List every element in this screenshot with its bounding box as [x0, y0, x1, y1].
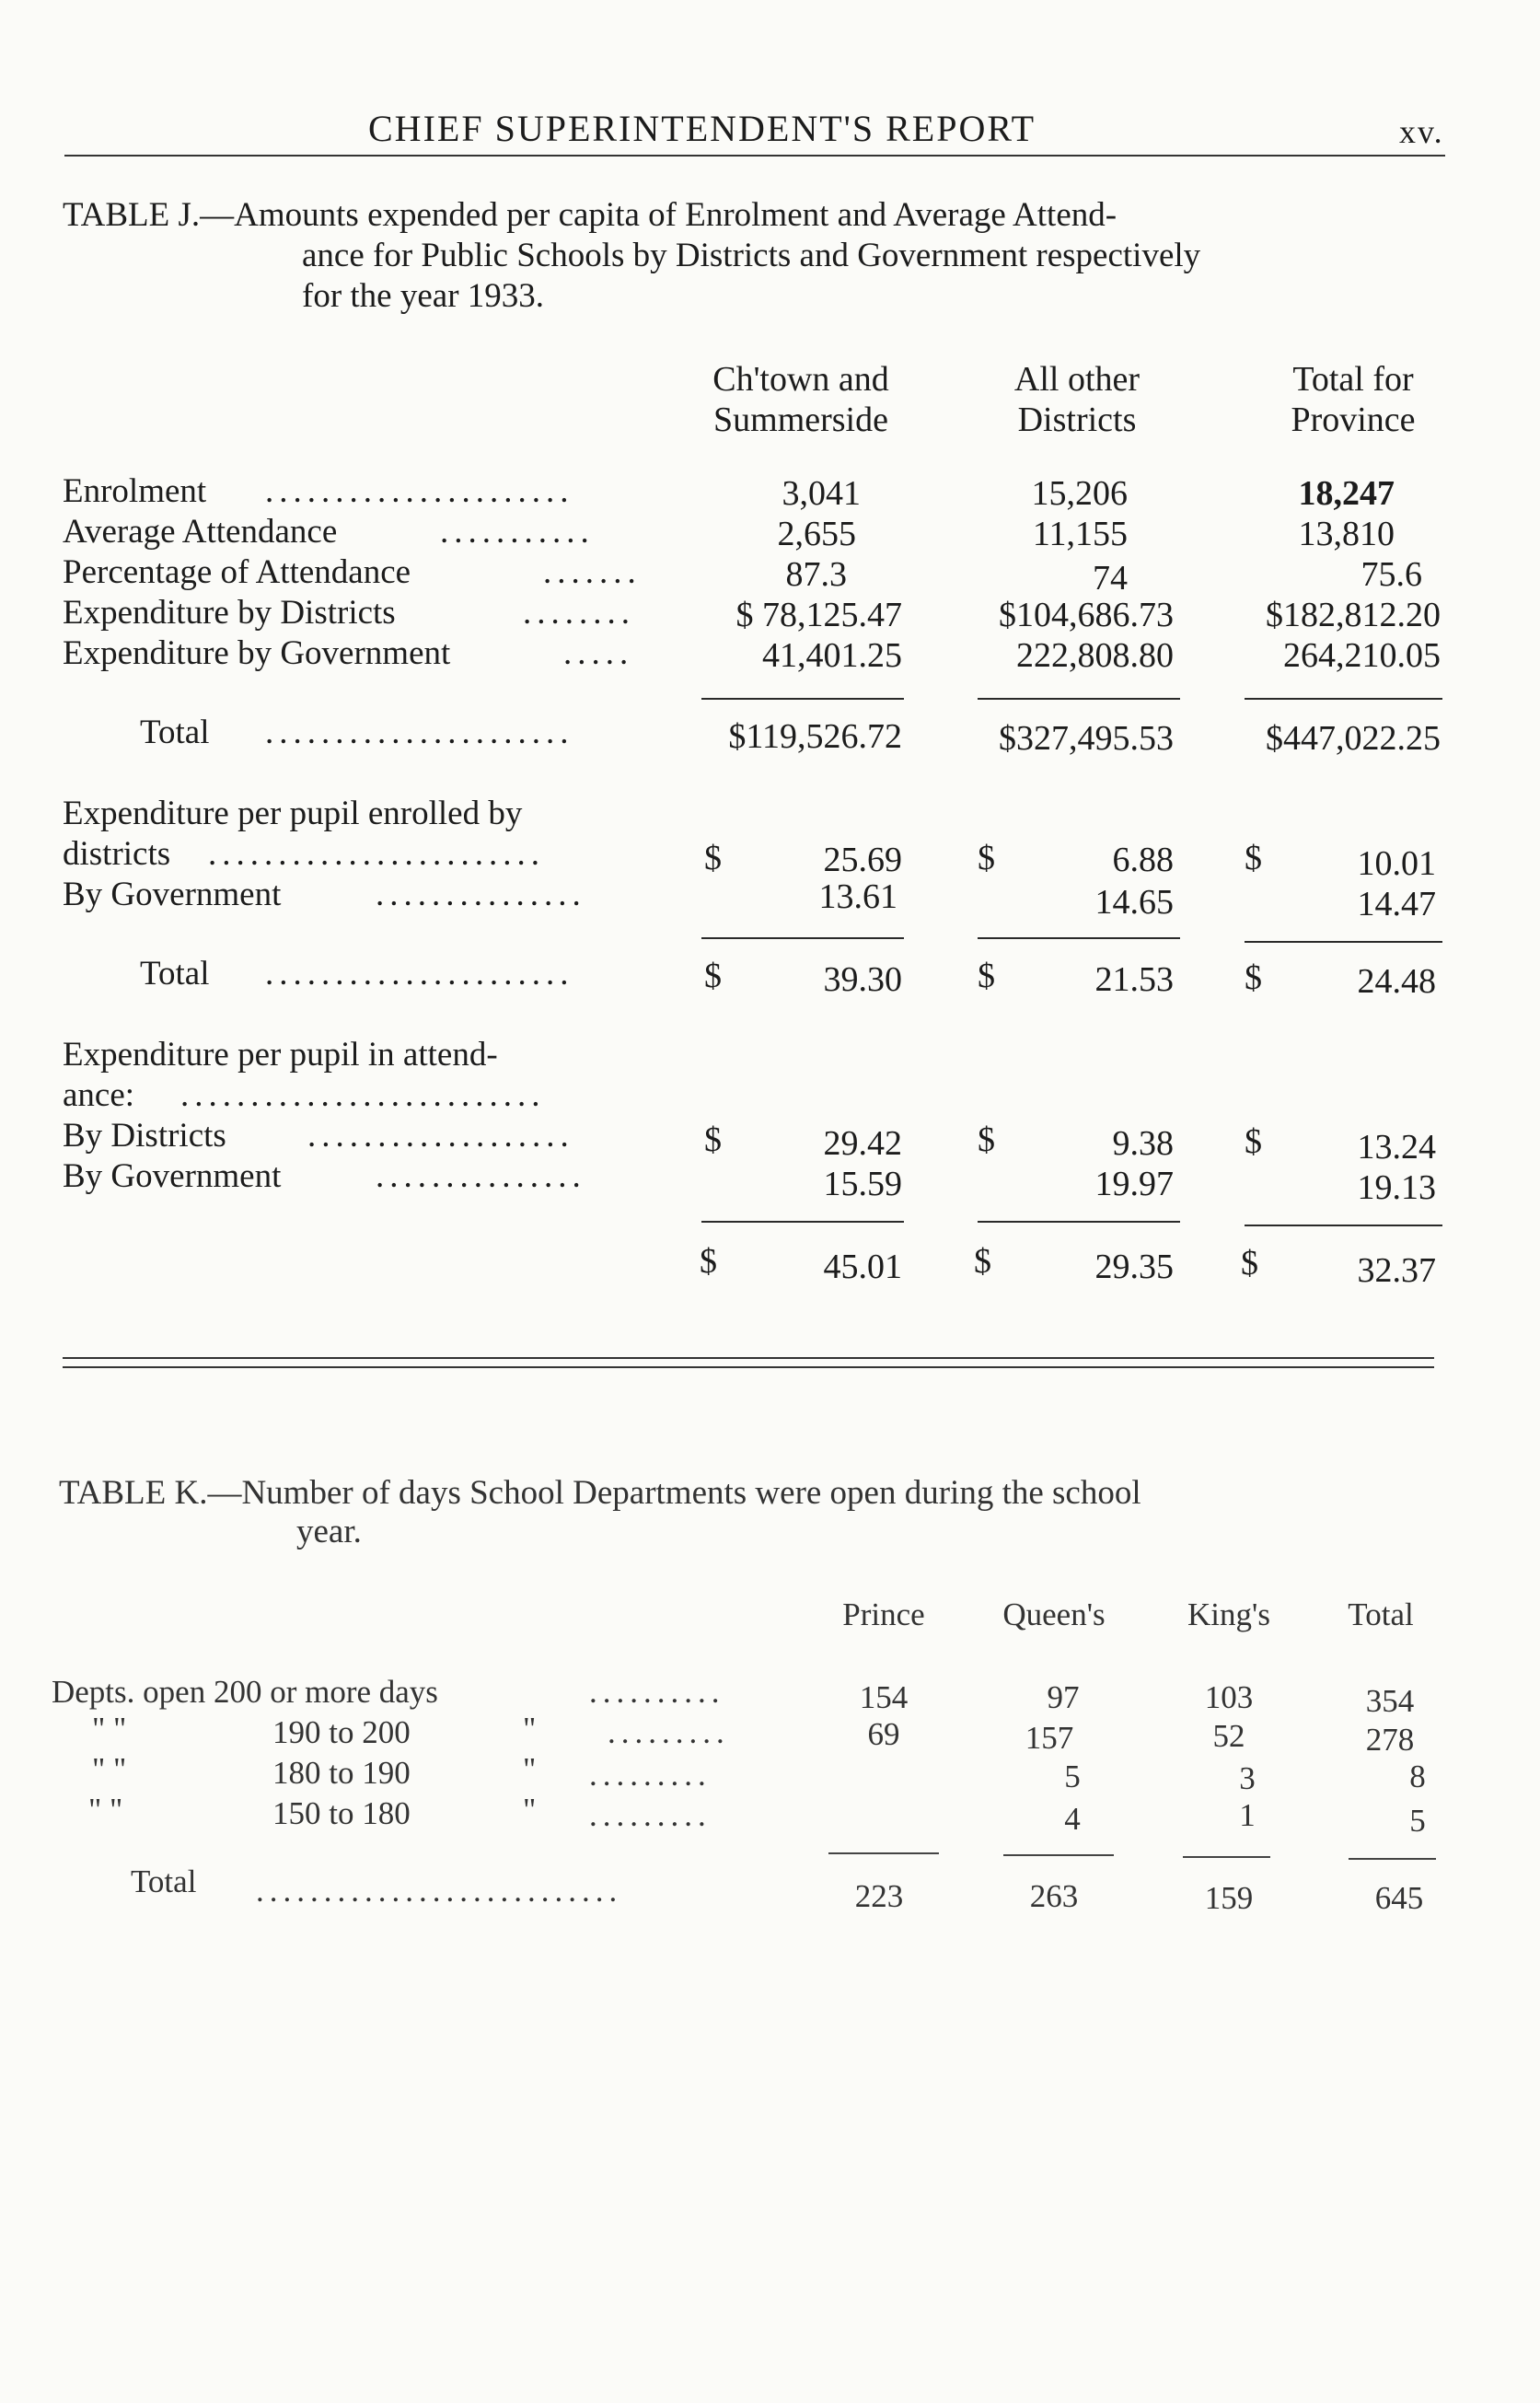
leader-dots: ......................	[265, 714, 574, 751]
cell: $119,526.72	[728, 717, 902, 756]
cell: 15,206	[1031, 474, 1128, 513]
leader-dots: .....	[563, 634, 634, 672]
currency-symbol: $	[704, 1120, 722, 1159]
currency-symbol: $	[978, 1120, 995, 1159]
cell: 97	[1047, 1679, 1080, 1715]
section-heading: Expenditure per pupil enrolled by	[63, 795, 523, 832]
table-j-col-header: Ch'town and Summerside	[712, 360, 889, 439]
cell: 5	[1409, 1803, 1426, 1839]
currency-symbol: $	[1245, 839, 1262, 877]
cell: 354	[1365, 1683, 1415, 1719]
leader-dots: .........	[589, 1797, 712, 1833]
cell: 10.01	[1357, 844, 1436, 883]
cell: 222,808.80	[1016, 636, 1174, 675]
cell: 41,401.25	[762, 636, 902, 675]
cell: 159	[1204, 1880, 1254, 1916]
table-k-col-header: King's	[1187, 1596, 1270, 1632]
leader-dots: ...................	[307, 1117, 574, 1155]
sum-rule	[978, 937, 1180, 939]
cell: 11,155	[1032, 515, 1128, 553]
cell: 13.61	[818, 877, 897, 916]
table-j-caption-line1: TABLE J.—Amounts expended per capita of Enrolment and Average Attend-	[63, 196, 1117, 234]
sum-rule	[1245, 698, 1442, 700]
sum-rule	[828, 1852, 939, 1854]
cell: $ 78,125.47	[735, 596, 902, 634]
cell: 5	[1064, 1759, 1081, 1794]
cell: 223	[854, 1878, 904, 1914]
cell: $447,022.25	[1266, 719, 1441, 758]
cell: 29.42	[823, 1124, 902, 1163]
sum-rule	[1245, 1225, 1442, 1226]
table-k-col-header: Total	[1348, 1596, 1414, 1632]
cell: 32.37	[1357, 1251, 1436, 1290]
cell: 74	[1093, 559, 1128, 598]
row-label: Total	[140, 955, 210, 993]
page-number: xv.	[1399, 113, 1444, 150]
cell: 25.69	[823, 841, 902, 879]
cell: 103	[1204, 1679, 1254, 1715]
leader-dots: ..........	[589, 1674, 725, 1710]
cell: $182,812.20	[1266, 596, 1441, 634]
ditto-marks: " "	[88, 1792, 123, 1828]
leader-dots: ..........................	[180, 1076, 546, 1114]
cell: 15.59	[823, 1165, 902, 1203]
row-label: 190 to 200	[272, 1714, 411, 1750]
cell: 8	[1409, 1759, 1426, 1794]
ditto-marks: " "	[92, 1751, 127, 1787]
sum-rule	[1003, 1854, 1114, 1856]
table-k-caption-line1: TABLE K.—Number of days School Departments were open during the school	[59, 1474, 1141, 1512]
cell: 18,247	[1298, 474, 1395, 513]
sum-rule	[1349, 1858, 1436, 1860]
sum-rule	[1183, 1856, 1270, 1858]
cell: 9.38	[1112, 1124, 1174, 1163]
sum-rule	[978, 698, 1180, 700]
cell: 263	[1029, 1878, 1079, 1914]
cell: 75.6	[1361, 555, 1422, 594]
ditto-marks: "	[523, 1792, 537, 1828]
cell: 154	[859, 1679, 909, 1715]
row-label: Depts. open 200 or more days	[52, 1674, 438, 1710]
currency-symbol: $	[704, 839, 722, 877]
row-label: Enrolment	[63, 472, 207, 510]
currency-symbol: $	[978, 957, 995, 995]
sum-rule	[701, 698, 904, 700]
cell: 157	[1025, 1720, 1074, 1756]
row-label: 150 to 180	[272, 1795, 411, 1831]
cell: 3	[1239, 1760, 1256, 1796]
sum-rule	[1245, 941, 1442, 943]
row-label: Average Attendance	[63, 513, 338, 551]
ditto-marks: " "	[92, 1711, 127, 1747]
row-label: By Government	[63, 1157, 282, 1195]
currency-symbol: $	[1245, 1122, 1262, 1161]
cell: 87.3	[785, 555, 847, 594]
cell: 13,810	[1298, 515, 1395, 553]
sum-rule	[701, 1221, 904, 1223]
cell: 6.88	[1112, 841, 1174, 879]
section-heading: Expenditure per pupil in attend-	[63, 1036, 498, 1074]
running-header-title: CHIEF SUPERINTENDENT'S REPORT	[368, 108, 1036, 149]
table-j-caption-line3: for the year 1933.	[302, 277, 545, 315]
row-label: Expenditure by Government	[63, 634, 451, 672]
row-label: Total	[140, 714, 210, 751]
cell: 14.65	[1094, 883, 1174, 922]
row-label: Total	[131, 1863, 197, 1899]
cell: 1	[1239, 1797, 1256, 1833]
ditto-marks: "	[523, 1711, 537, 1747]
cell: 69	[867, 1716, 900, 1752]
cell: 3,041	[782, 474, 861, 513]
cell: 19.97	[1094, 1165, 1174, 1203]
header-rule	[64, 155, 1445, 157]
cell: 19.13	[1357, 1168, 1436, 1207]
cell: 645	[1374, 1880, 1424, 1916]
table-j-caption-line2: ance for Public Schools by Districts and Government respectively	[302, 237, 1201, 274]
leader-dots: ......................	[265, 472, 574, 510]
row-label: Percentage of Attendance	[63, 553, 411, 591]
currency-symbol: $	[974, 1242, 991, 1281]
leader-dots: ...........................	[256, 1873, 623, 1909]
table-k-col-header: Prince	[842, 1596, 925, 1632]
table-k-col-header: Queen's	[1002, 1596, 1106, 1632]
table-j-col-header: Total for Province	[1291, 360, 1416, 439]
leader-dots: ...........	[440, 513, 595, 551]
section-divider	[63, 1357, 1434, 1359]
leader-dots: .........	[589, 1757, 712, 1793]
row-label: districts	[63, 835, 171, 873]
leader-dots: ...............	[376, 876, 586, 913]
cell: $104,686.73	[999, 596, 1174, 634]
ditto-marks: "	[523, 1751, 537, 1787]
leader-dots: ........	[523, 594, 635, 632]
currency-symbol: $	[1241, 1244, 1258, 1283]
currency-symbol: $	[700, 1242, 717, 1281]
currency-symbol: $	[1245, 958, 1262, 997]
cell: 45.01	[823, 1248, 902, 1286]
section-divider	[63, 1366, 1434, 1368]
leader-dots: .........	[608, 1714, 730, 1750]
sum-rule	[701, 937, 904, 939]
cell: 2,655	[777, 515, 856, 553]
row-label: By Government	[63, 876, 282, 913]
table-j-col-header: All other Districts	[1013, 360, 1141, 439]
cell: 52	[1212, 1718, 1245, 1754]
leader-dots: ........................	[208, 835, 545, 873]
cell: 39.30	[823, 960, 902, 999]
cell: 4	[1064, 1801, 1081, 1837]
section-heading: ance:	[63, 1076, 135, 1114]
row-label: By Districts	[63, 1117, 226, 1155]
currency-symbol: $	[978, 839, 995, 877]
currency-symbol: $	[704, 957, 722, 995]
leader-dots: ...............	[376, 1157, 586, 1195]
cell: 24.48	[1357, 962, 1436, 1001]
cell: 264,210.05	[1283, 636, 1441, 675]
row-label: Expenditure by Districts	[63, 594, 396, 632]
leader-dots: ......................	[265, 955, 574, 993]
cell: 21.53	[1094, 960, 1174, 999]
cell: 278	[1365, 1722, 1415, 1758]
row-label: 180 to 190	[272, 1755, 411, 1791]
sum-rule	[978, 1221, 1180, 1223]
cell: 13.24	[1357, 1128, 1436, 1167]
leader-dots: .......	[543, 553, 642, 591]
cell: 14.47	[1357, 885, 1436, 923]
cell: $327,495.53	[999, 719, 1174, 758]
cell: 29.35	[1094, 1248, 1174, 1286]
table-k-caption-line2: year.	[296, 1513, 362, 1550]
